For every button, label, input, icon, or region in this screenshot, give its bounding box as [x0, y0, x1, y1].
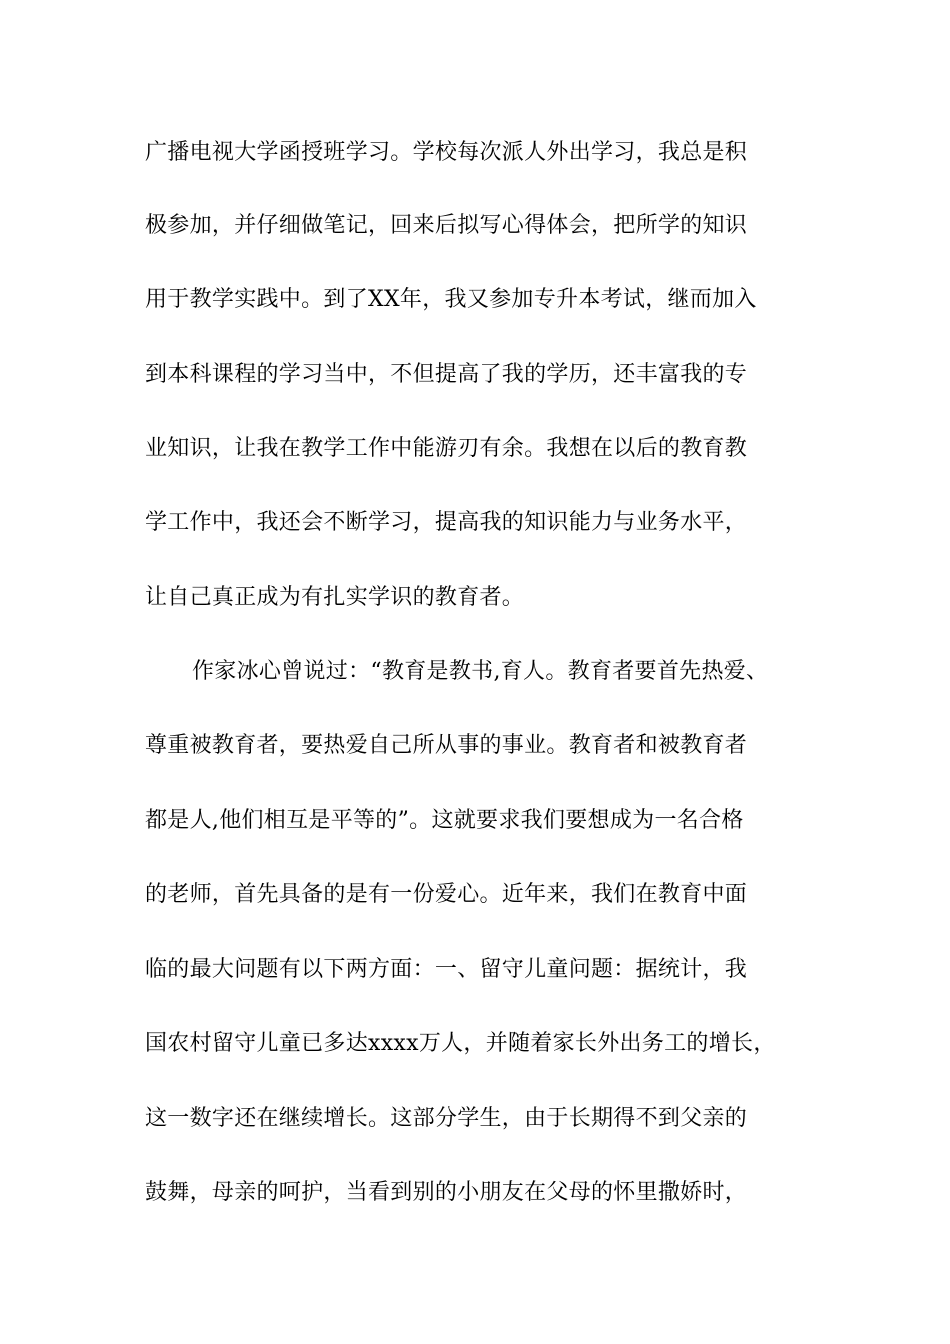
paragraph-2-line-2: 尊重被教育者，要热爱自己所从事的事业。教育者和被教育者: [145, 733, 748, 758]
paragraph-1-line-5: 业知识，让我在教学工作中能游刃有余。我想在以后的教育教: [145, 436, 748, 461]
paragraph-2-line-6: 国农村留守儿童已多达xxxx万人，并随着家长外出务工的增长，: [145, 1031, 776, 1056]
paragraph-1-line-2: 极参加，并仔细做笔记，回来后拟写心得体会，把所学的知识: [145, 213, 748, 238]
paragraph-2-line-8: 鼓舞，母亲的呵护，当看到别的小朋友在父母的怀里撒娇时，: [145, 1180, 748, 1205]
paragraph-2-line-3: 都是人,他们相互是平等的”。这就要求我们要想成为一名合格: [145, 808, 744, 833]
paragraph-1-line-1: 广播电视大学函授班学习。学校每次派人外出学习，我总是积: [145, 140, 748, 165]
paragraph-1-line-3: 用于教学实践中。到了XX年，我又参加专升本考试，继而加入: [145, 287, 757, 312]
paragraph-2-line-4: 的老师，首先具备的是有一份爱心。近年来，我们在教育中面: [145, 882, 748, 907]
paragraph-1-line-6: 学工作中，我还会不断学习，提高我的知识能力与业务水平，: [145, 510, 748, 535]
paragraph-2-line-5: 临的最大问题有以下两方面：一、留守儿童问题：据统计，我: [145, 957, 748, 982]
paragraph-1-line-7: 让自己真正成为有扎实学识的教育者。: [145, 585, 525, 610]
paragraph-2-line-7: 这一数字还在继续增长。这部分学生，由于长期得不到父亲的: [145, 1106, 748, 1131]
paragraph-2-line-1: 作家冰心曾说过：“教育是教书,育人。教育者要首先热爱、: [192, 659, 769, 684]
paragraph-1-line-4: 到本科课程的学习当中，不但提高了我的学历，还丰富我的专: [145, 362, 748, 387]
